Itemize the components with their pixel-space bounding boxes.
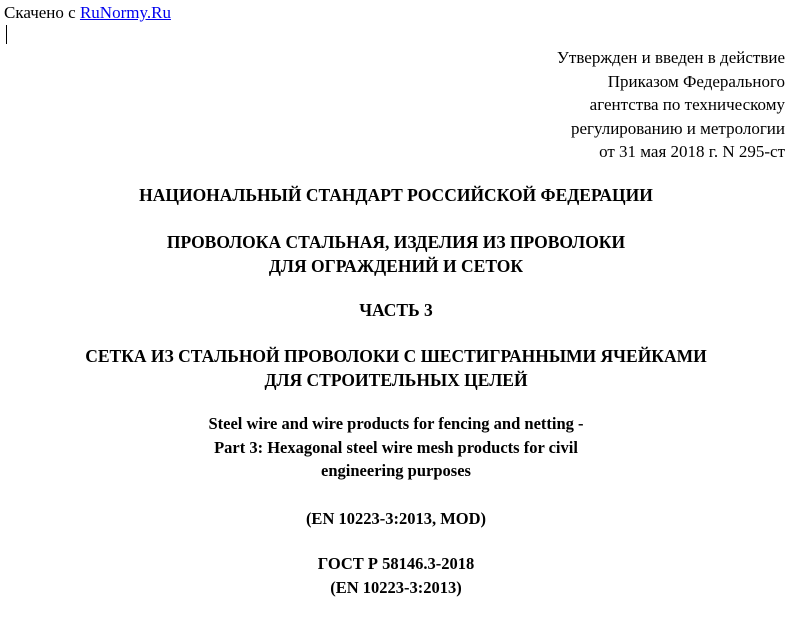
title-line: ДЛЯ ОГРАЖДЕНИЙ И СЕТОК [268,256,524,276]
subtitle-line: ДЛЯ СТРОИТЕЛЬНЫХ ЦЕЛЕЙ [264,370,528,390]
national-standard-heading [0,183,792,207]
title-line: ПРОВОЛОКА СТАЛЬНАЯ, ИЗДЕЛИЯ ИЗ ПРОВОЛОКИ [166,232,626,252]
document-subtitle [0,344,792,392]
approval-line: Приказом Федерального [607,71,785,91]
text-cursor [6,25,7,44]
approval-line: от 31 мая 2018 г. N 295-ст [599,142,785,161]
standard-mod-reference [0,507,792,531]
gost-number: ГОСТ Р 58146.3-2018 [317,554,475,573]
english-title [0,412,792,483]
approval-line: регулированию и метрологии [570,118,785,138]
english-title-line: Steel wire and wire products for fencing and netting - [208,414,584,433]
national-standard-text: НАЦИОНАЛЬНЫЙ СТАНДАРТ РОССИЙСКОЙ ФЕДЕРАЦИИ [139,185,653,205]
subtitle-line: СЕТКА ИЗ СТАЛЬНОЙ ПРОВОЛОКИ С ШЕСТИГРАННЫМИ ЯЧЕЙКАМИ [85,346,707,366]
approval-line: агентства по техническому [589,95,785,114]
approval-line: Утвержден и введен в действие [556,48,785,67]
document-title [0,230,792,278]
part-text: ЧАСТЬ 3 [359,300,433,320]
approval-block [557,46,785,164]
download-source-line [4,3,171,23]
english-title-line: Part 3: Hexagonal steel wire mesh products for civil [214,437,578,457]
runormy-link[interactable]: RuNormy.Ru [79,3,171,22]
downloaded-from-text: Скачено с [4,3,76,22]
gost-designation [0,552,792,599]
english-title-line: engineering purposes [321,461,471,480]
standard-mod-text: (EN 10223-3:2013, MOD) [305,509,487,528]
part-heading [0,298,792,322]
gost-equivalent: (EN 10223-3:2013) [330,577,462,597]
